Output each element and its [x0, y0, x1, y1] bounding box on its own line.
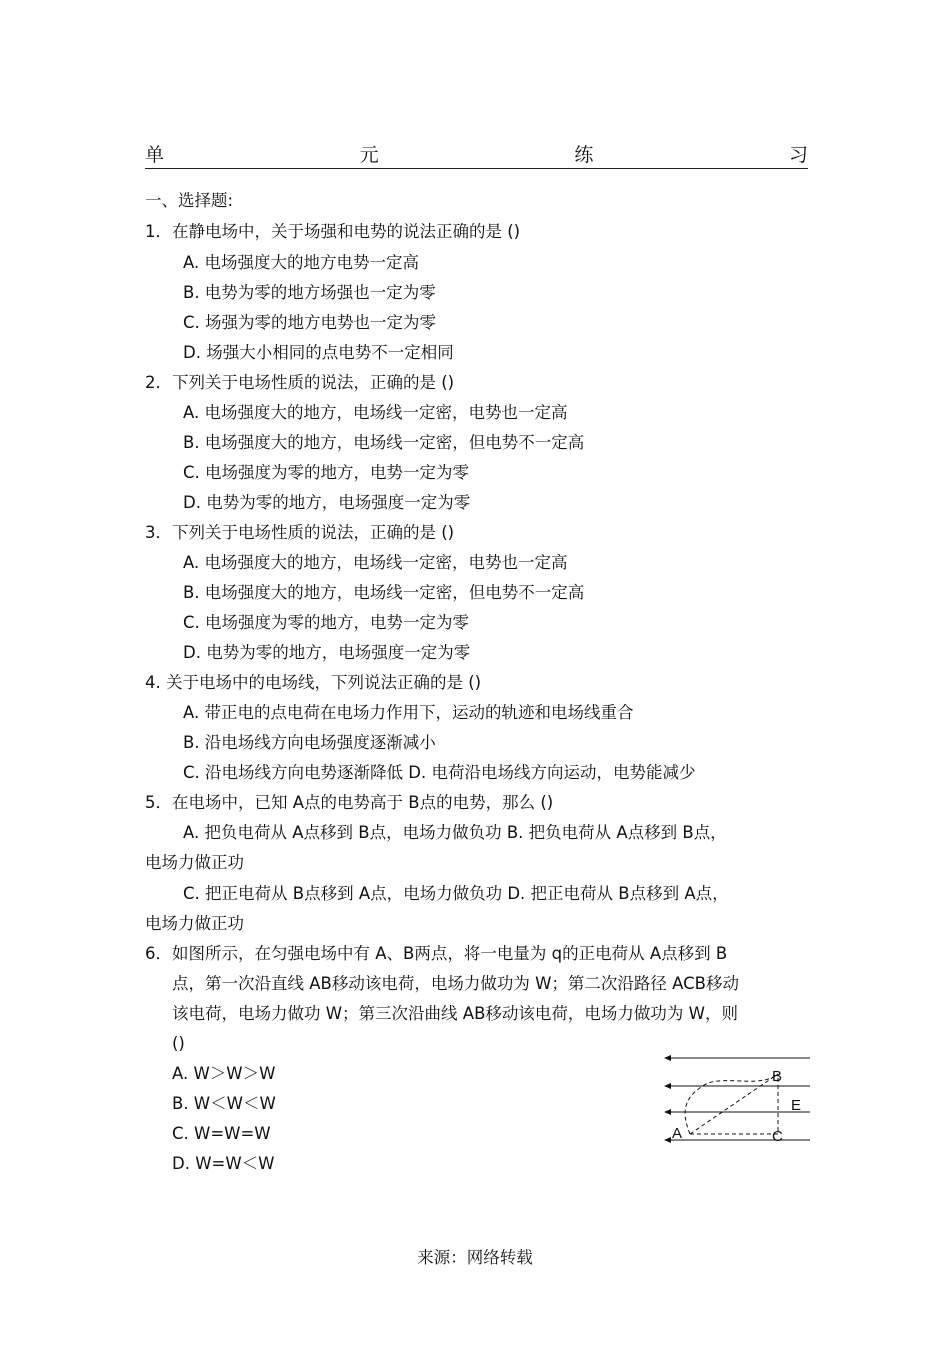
point-a-label: A: [672, 1125, 683, 1142]
question-2-option-d: D. 电势为零的地方，电场强度一定为零: [183, 493, 471, 512]
question-3-option-b: B. 电场强度大的地方，电场线一定密，但电势不一定高: [183, 583, 585, 602]
path-ab-straight: [690, 1074, 778, 1134]
question-5-options-ab-cont: 电场力做正功: [145, 853, 244, 872]
question-5-stem: 5．在电场中，已知 A点的电势高于 B点的电势，那么 (): [145, 793, 554, 812]
question-1-option-d: D. 场强大小相同的点电势不一定相同: [183, 343, 454, 362]
question-1-stem: 1．在静电场中，关于场强和电势的说法正确的是 (): [145, 222, 521, 241]
electric-field-diagram: [660, 1050, 815, 1150]
question-3-option-a: A. 电场强度大的地方，电场线一定密，电势也一定高: [183, 553, 568, 572]
title-char: 单: [145, 144, 165, 166]
question-6-option-d: D. W=W＜W: [172, 1154, 275, 1173]
question-2-option-a: A. 电场强度大的地方，电场线一定密，电势也一定高: [183, 403, 568, 422]
question-1-option-c: C. 场强为零的地方电势也一定为零: [183, 313, 437, 332]
question-4-option-a: A. 带正电的点电荷在电场力作用下，运动的轨迹和电场线重合: [183, 703, 634, 722]
section-heading: 一、选择题:: [145, 191, 234, 210]
question-5-options-ab: A. 把负电荷从 A点移到 B点，电场力做负功 B. 把负电荷从 A点移到 B点，: [183, 823, 727, 842]
question-6-stem-line-1: 6．如图所示，在匀强电场中有 A、B两点，将一电量为 q的正电荷从 A点移到 B: [145, 944, 728, 963]
question-4-option-cd: C. 沿电场线方向电势逐渐降低 D. 电荷沿电场线方向运动，电势能减少: [183, 763, 696, 782]
question-2-option-c: C. 电场强度为零的地方，电势一定为零: [183, 463, 470, 482]
question-6-stem-line-3: 该电荷，电场力做功 W；第三次沿曲线 AB移动该电荷，电场力做功为 W，则: [172, 1004, 738, 1023]
title-char: 习: [788, 144, 808, 166]
question-3-stem: 3．下列关于电场性质的说法，正确的是 (): [145, 523, 455, 542]
page-title: [145, 140, 808, 169]
title-char: 元: [359, 144, 379, 166]
question-1-option-a: A. 电场强度大的地方电势一定高: [183, 253, 419, 272]
question-3-option-d: D. 电势为零的地方，电场强度一定为零: [183, 643, 471, 662]
question-5-options-cd-cont: 电场力做正功: [145, 914, 244, 933]
path-ab-curve: [685, 1074, 778, 1134]
point-c-label: C: [772, 1128, 783, 1145]
question-5-options-cd: C. 把正电荷从 B点移到 A点，电场力做负功 D. 把正电荷从 B点移到 A点，: [183, 884, 729, 903]
source-footer: 来源：网络转载: [417, 1248, 533, 1267]
question-6-option-c: C. W=W=W: [172, 1124, 271, 1143]
question-6-option-a: A. W＞W＞W: [172, 1064, 276, 1083]
question-6-stem-line-4: (): [172, 1034, 185, 1053]
title-char: 练: [574, 144, 594, 166]
question-1-option-b: B. 电势为零的地方场强也一定为零: [183, 283, 436, 302]
point-b-label: B: [772, 1068, 783, 1085]
question-2-option-b: B. 电场强度大的地方，电场线一定密，但电势不一定高: [183, 433, 585, 452]
question-4-option-b: B. 沿电场线方向电场强度逐渐减小: [183, 733, 436, 752]
field-e-label: E: [791, 1097, 802, 1114]
question-4-stem: 4. 关于电场中的电场线，下列说法正确的是 (): [145, 673, 482, 692]
question-3-option-c: C. 电场强度为零的地方，电势一定为零: [183, 613, 470, 632]
question-6-stem-line-2: 点，第一次沿直线 AB移动该电荷，电场力做功为 W；第二次沿路径 ACB移动: [172, 974, 739, 993]
question-2-stem: 2．下列关于电场性质的说法，正确的是 (): [145, 373, 455, 392]
question-6-option-b: B. W＜W＜W: [172, 1094, 276, 1113]
